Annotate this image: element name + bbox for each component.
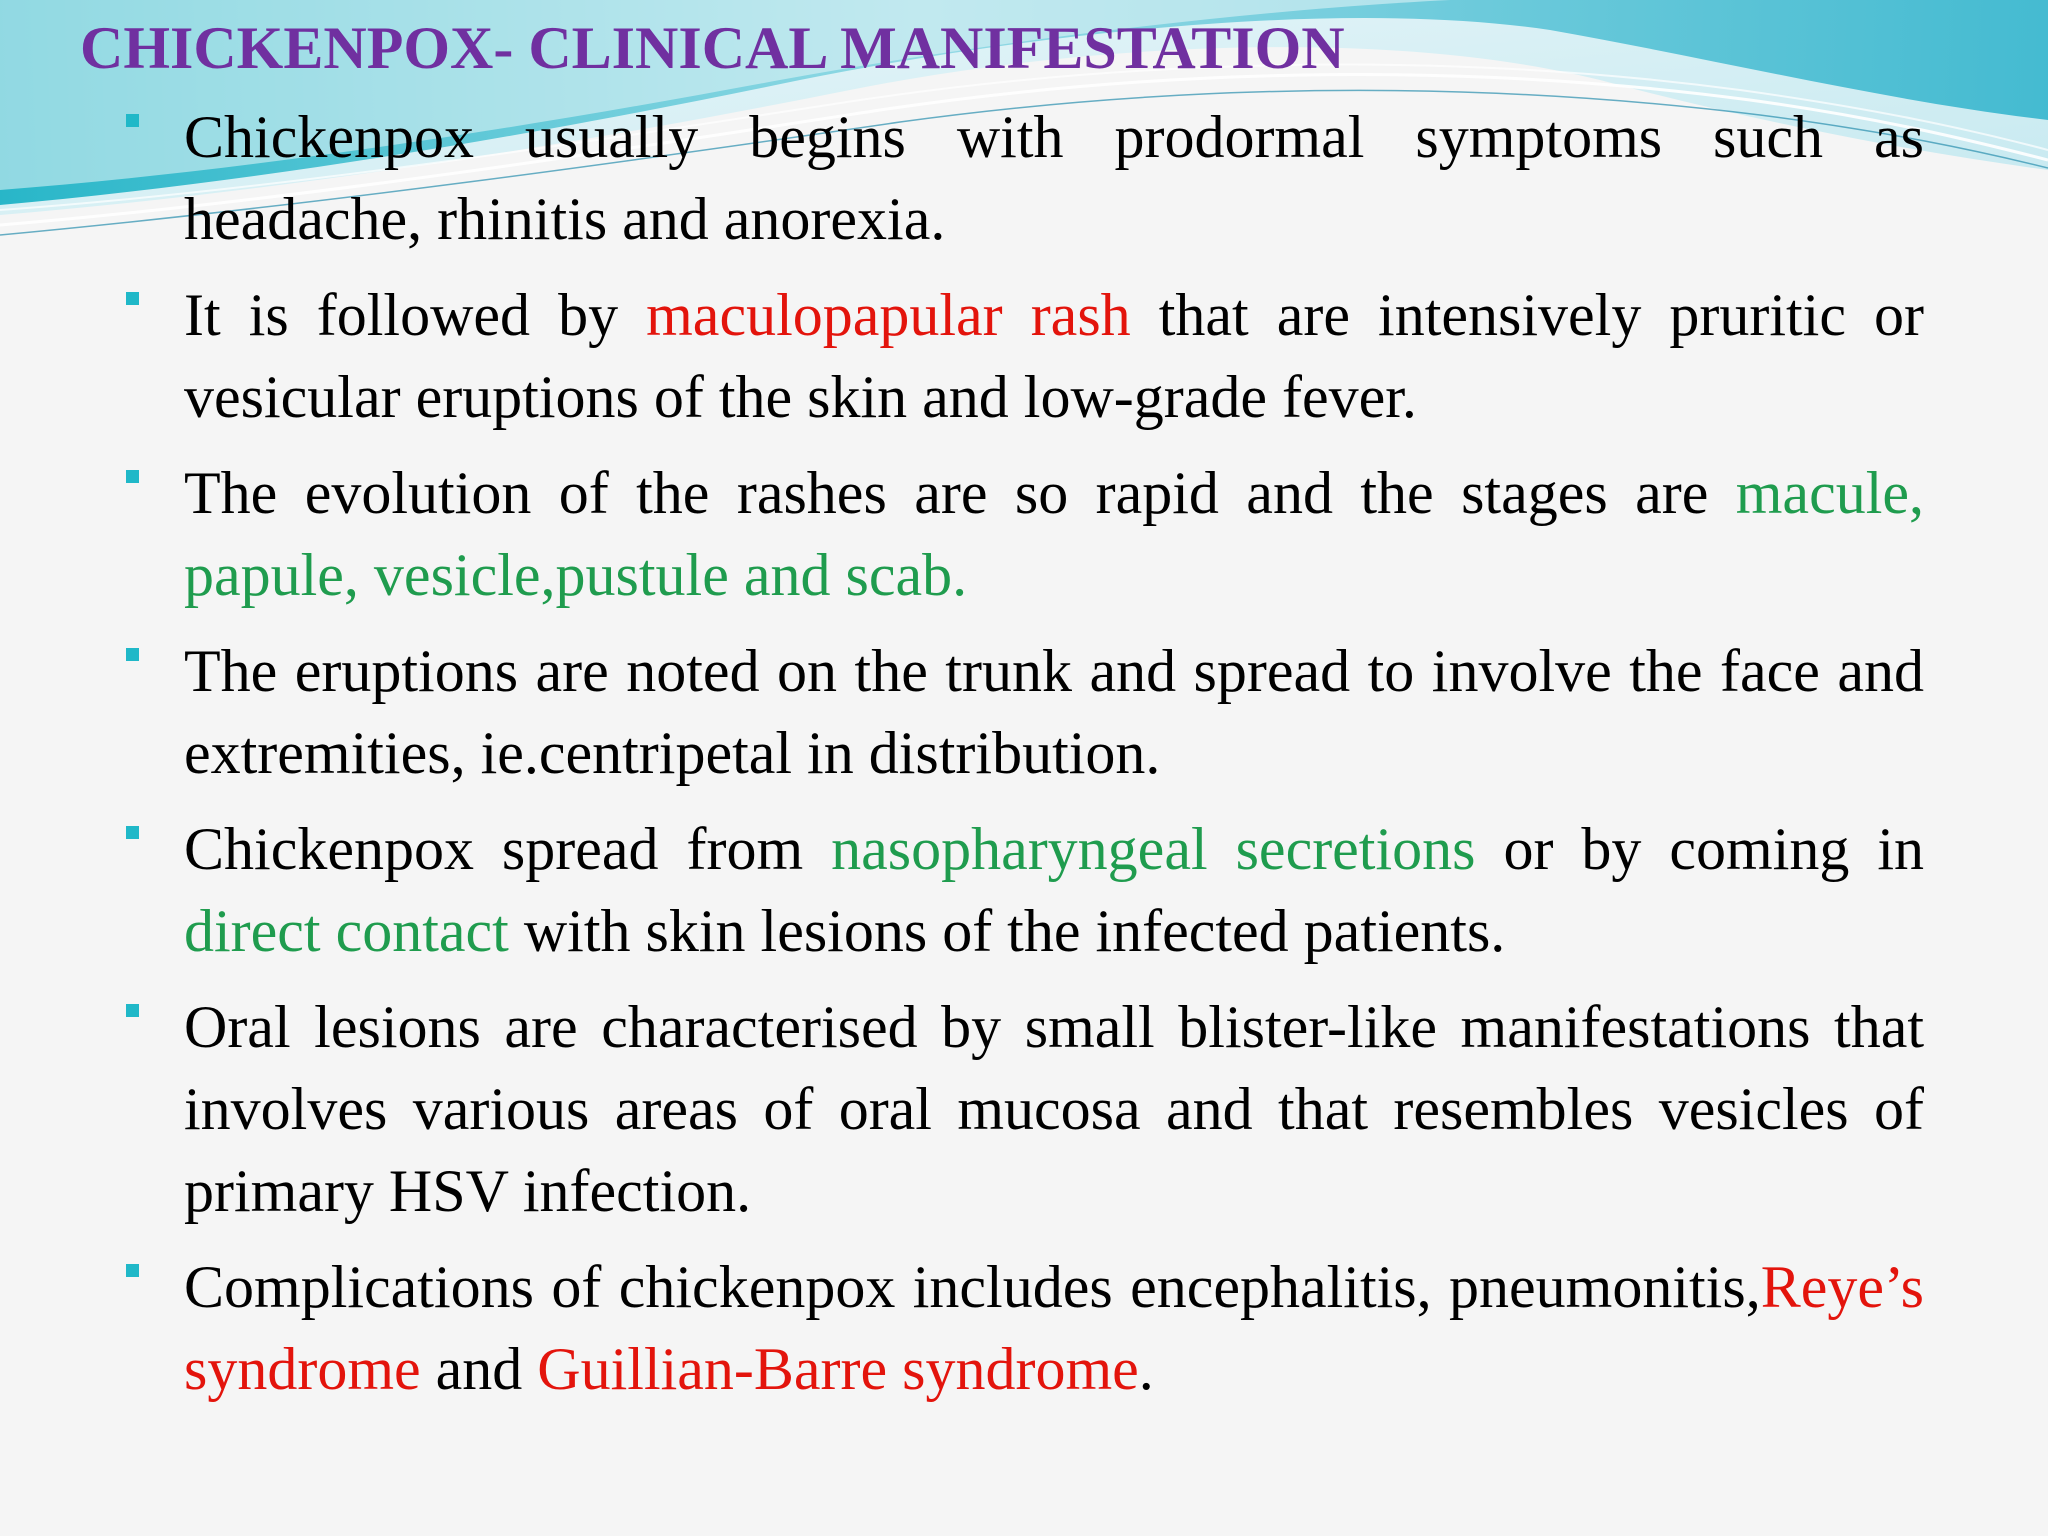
square-bullet-icon: [126, 292, 139, 305]
bullet-text: Chickenpox usually begins with prodormal symptoms such as headache, rhinitis and anorexia.: [184, 104, 1924, 252]
bullet-item-spread: [126, 808, 1924, 972]
bullet-text: The eruptions are noted on the trunk and spread to involve the face and extremities, ie.centripetal in distribution.: [184, 638, 1924, 786]
bullet-item-distribution: [126, 630, 1924, 794]
bullet-text: Chickenpox spread from: [184, 816, 832, 882]
square-bullet-icon: [126, 1264, 139, 1277]
bullet-text: It is followed by: [184, 282, 647, 348]
square-bullet-icon: [126, 470, 139, 483]
bullet-text: Complications of chickenpox includes encephalitis, pneumonitis,: [184, 1254, 1761, 1320]
highlight-green-text: macule, papule, vesicle,pustule and scab.: [184, 460, 1924, 608]
bullet-list: [126, 96, 1924, 1424]
highlight-red-text: Reye’s syndrome: [184, 1254, 1924, 1402]
bullet-text: or by coming in: [1475, 816, 1924, 882]
bullet-text: and: [420, 1336, 538, 1402]
highlight-red-text: maculopapular rash: [646, 282, 1131, 348]
bullet-item-stages: [126, 452, 1924, 616]
bullet-text: .: [1138, 1336, 1154, 1402]
slide-title: CHICKENPOX- CLINICAL MANIFESTATION: [80, 15, 1345, 81]
bullet-item-complications: [126, 1246, 1924, 1410]
bullet-item-prodromal: [126, 96, 1924, 260]
square-bullet-icon: [126, 114, 139, 127]
bullet-item-rash: [126, 274, 1924, 438]
bullet-text: that are intensively pruritic or vesicular eruptions of the skin and low-grade fever.: [184, 282, 1924, 430]
bullet-item-oral-lesions: [126, 986, 1924, 1232]
bullet-text: with skin lesions of the infected patients.: [508, 898, 1506, 964]
square-bullet-icon: [126, 1004, 139, 1017]
highlight-green-text: direct contact: [184, 898, 509, 964]
bullet-text: Oral lesions are characterised by small blister-like manifestations that involves various areas of oral mucosa and that resembles vesicles of primary HSV infection.: [184, 994, 1924, 1224]
bullet-text: The evolution of the rashes are so rapid and the stages are: [184, 460, 1736, 526]
highlight-red-text: Guillian-Barre syndrome: [537, 1336, 1139, 1402]
highlight-green-text: nasopharyngeal secretions: [831, 816, 1476, 882]
square-bullet-icon: [126, 826, 139, 839]
square-bullet-icon: [126, 648, 139, 661]
